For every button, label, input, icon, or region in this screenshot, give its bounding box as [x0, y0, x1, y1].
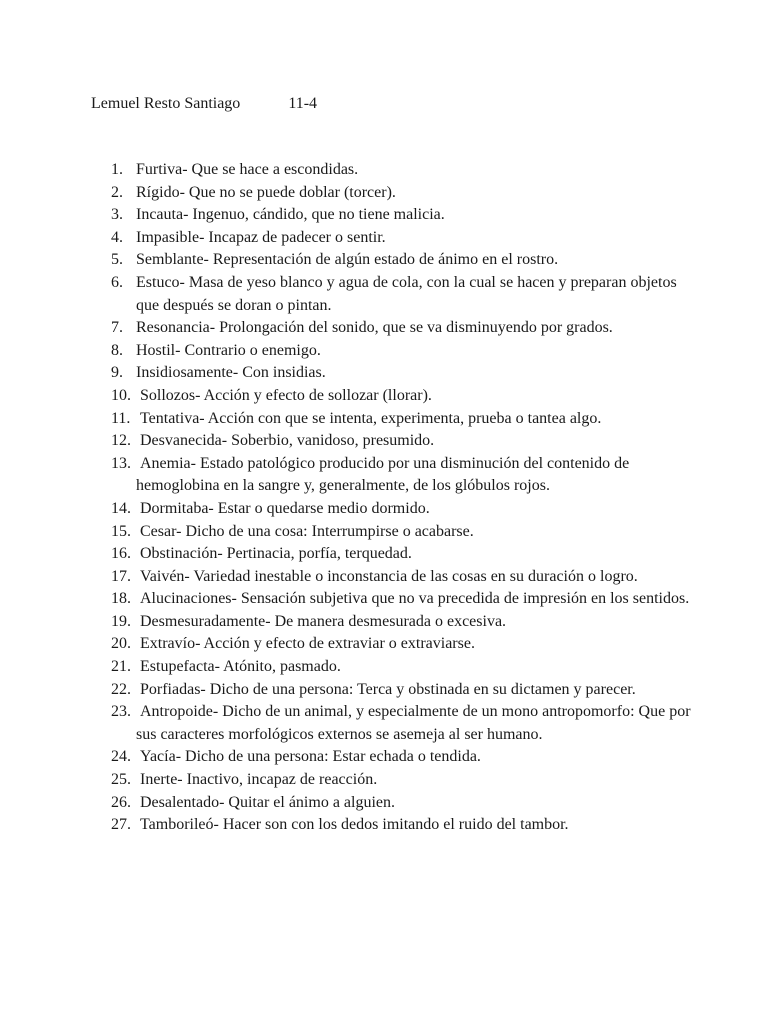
list-item [111, 182, 691, 205]
item-definition: Tamborileó- Hacer son con los dedos imitando el ruido del tambor. [140, 816, 569, 834]
item-number: 14. [111, 499, 131, 517]
item-definition: Anemia- Estado patológico producido por una disminución del contenido de hemoglobina en la sangre y, generalmente, de los glóbulos rojos. [136, 454, 630, 495]
item-definition: Rígido- Que no se puede doblar (torcer). [136, 183, 396, 201]
item-definition: Obstinación- Pertinacia, porfía, terquedad. [140, 545, 412, 563]
item-number: 5. [111, 251, 123, 269]
item-number: 19. [111, 612, 131, 630]
item-number: 2. [111, 183, 123, 201]
item-definition: Alucinaciones- Sensación subjetiva que no va precedida de impresión en los sentidos. [140, 590, 690, 608]
list-item [111, 814, 691, 837]
item-definition: Tentativa- Acción con que se intenta, experimenta, prueba o tantea algo. [140, 409, 602, 427]
item-number: 23. [111, 703, 131, 721]
item-definition: Insidiosamente- Con insidias. [136, 364, 326, 382]
item-number: 10. [111, 386, 131, 404]
list-item [111, 430, 691, 453]
item-number: 22. [111, 680, 131, 698]
item-definition: Yacía- Dicho de una persona: Estar echada o tendida. [140, 748, 481, 766]
item-definition: Vaivén- Variedad inestable o inconstancia de las cosas en su duración o logro. [140, 567, 638, 585]
list-item [111, 204, 691, 227]
class-section: 11-4 [288, 95, 318, 112]
vocabulary-list [111, 159, 691, 837]
item-number: 3. [111, 206, 123, 224]
item-definition: Porfiadas- Dicho de una persona: Terca y obstinada en su dictamen y parecer. [140, 680, 636, 698]
item-definition: Dormitaba- Estar o quedarse medio dormido. [140, 499, 430, 517]
item-definition: Antropoide- Dicho de un animal, y especialmente de un mono antropomorfo: Que por sus caracteres morfológicos externos se asemeja al ser humano. [136, 703, 691, 743]
list-item [111, 633, 691, 656]
item-number: 1. [111, 161, 123, 178]
item-number: 25. [111, 771, 131, 789]
item-definition: Desmesuradamente- De manera desmesurada o excesiva. [140, 612, 507, 630]
item-definition: Furtiva- Que se hace a escondidas. [136, 161, 359, 178]
list-item [111, 543, 691, 566]
list-item [111, 249, 691, 272]
list-item [111, 746, 691, 769]
item-number: 18. [111, 590, 131, 608]
item-number: 21. [111, 658, 131, 676]
document-header [91, 93, 317, 115]
item-definition: Inerte- Inactivo, incapaz de reacción. [140, 771, 378, 789]
item-number: 13. [111, 454, 131, 472]
item-number: 20. [111, 635, 131, 653]
list-item [111, 679, 691, 702]
item-number: 12. [111, 432, 131, 450]
item-number: 9. [111, 364, 123, 382]
list-item [111, 340, 691, 363]
item-number: 7. [111, 319, 123, 337]
student-name: Lemuel Resto Santiago [91, 95, 241, 112]
list-item [111, 408, 691, 431]
item-definition: Estupefacta- Atónito, pasmado. [140, 658, 341, 676]
list-item [111, 588, 691, 611]
list-item [111, 159, 691, 182]
list-item [111, 453, 691, 498]
item-number: 17. [111, 567, 131, 585]
list-item [111, 792, 691, 815]
item-definition: Cesar- Dicho de una cosa: Interrumpirse o acabarse. [140, 522, 474, 540]
item-number: 24. [111, 748, 131, 766]
list-item [111, 317, 691, 340]
item-definition: Desalentado- Quitar el ánimo a alguien. [140, 793, 396, 811]
item-number: 4. [111, 228, 123, 246]
item-number: 8. [111, 341, 123, 359]
item-definition: Extravío- Acción y efecto de extraviar o extraviarse. [140, 635, 475, 653]
item-definition: Estuco- Masa de yeso blanco y agua de cola, con la cual se hacen y preparan objetos que después se doran o pintan. [136, 273, 677, 314]
list-item [111, 611, 691, 634]
list-item [111, 566, 691, 589]
item-definition: Impasible- Incapaz de padecer o sentir. [136, 228, 386, 246]
list-item [111, 498, 691, 521]
item-number: 15. [111, 522, 131, 540]
item-number: 27. [111, 816, 131, 834]
list-item [111, 227, 691, 250]
list-item [111, 385, 691, 408]
item-number: 11. [111, 409, 131, 427]
item-definition: Resonancia- Prolongación del sonido, que se va disminuyendo por grados. [136, 319, 613, 337]
item-definition: Incauta- Ingenuo, cándido, que no tiene malicia. [136, 206, 445, 224]
item-number: 26. [111, 793, 131, 811]
item-definition: Semblante- Representación de algún estado de ánimo en el rostro. [136, 251, 559, 269]
list-item [111, 701, 691, 746]
list-item [111, 362, 691, 385]
list-item [111, 656, 691, 679]
list-item [111, 769, 691, 792]
list-item [111, 272, 691, 317]
item-definition: Sollozos- Acción y efecto de sollozar (llorar). [140, 386, 432, 404]
item-number: 16. [111, 545, 131, 563]
item-number: 6. [111, 273, 123, 291]
list-item [111, 521, 691, 544]
item-definition: Hostil- Contrario o enemigo. [136, 341, 321, 359]
item-definition: Desvanecida- Soberbio, vanidoso, presumido. [140, 432, 435, 450]
